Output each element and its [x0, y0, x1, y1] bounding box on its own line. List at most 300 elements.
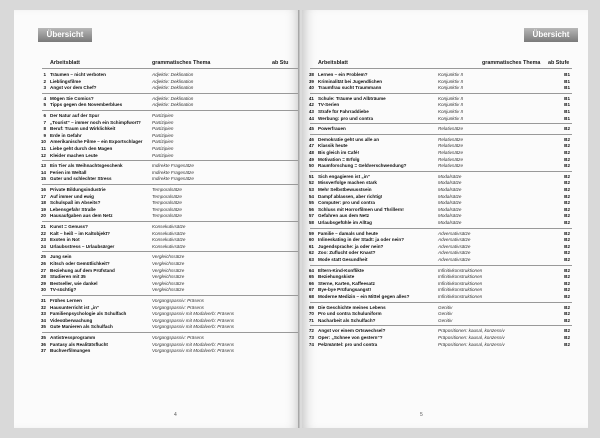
- row-title: Zoo: Zuflucht oder Knast?: [318, 250, 376, 256]
- row-grammar: Modalsätze: [438, 193, 462, 199]
- table-row: [306, 294, 578, 300]
- row-title: Missverfolge machen stark: [318, 180, 377, 186]
- row-level: B2: [564, 150, 570, 155]
- row-title: Lieblingsfilme: [50, 78, 81, 84]
- section-divider: [42, 160, 300, 161]
- overview-tab-right: Übersicht: [524, 28, 578, 42]
- row-title: Familie – damals und heute: [318, 230, 378, 236]
- table-row: [38, 298, 294, 304]
- row-grammar: Infinitivkonstruktionen: [438, 287, 483, 293]
- row-grammar: Temporalsätze: [152, 206, 182, 212]
- table-row: [38, 311, 294, 317]
- row-number: 74: [308, 341, 314, 347]
- row-grammar: Infinitivkonstruktionen: [438, 294, 483, 299]
- row-number: 55: [308, 200, 314, 206]
- header-stufe-right: ab Stufe: [548, 60, 570, 66]
- row-title: Ferien im Weltall: [50, 169, 87, 175]
- row-number: 56: [308, 206, 314, 212]
- row-title: Raumforschung = Geldverschwendung?: [318, 163, 407, 169]
- row-title: Oper: „Schnee von gestern“?: [318, 335, 383, 340]
- header-divider-right: [310, 68, 572, 69]
- row-title: Liebe geht durch den Magen: [50, 146, 113, 151]
- row-title: Sterne, Karten, Kaffeesatz: [318, 280, 375, 286]
- row-grammar: Partizipien: [152, 132, 174, 138]
- row-title: Sich engagieren ist „in“: [318, 173, 371, 179]
- row-title: Pelzmäntel: pro und contra: [318, 341, 378, 347]
- section-divider: [42, 295, 300, 296]
- row-grammar: Adversativsätze: [438, 237, 471, 243]
- row-number: 71: [308, 317, 314, 323]
- table-row: [306, 257, 578, 263]
- row-number: 40: [308, 85, 314, 91]
- row-title: Demokratie geht uns alle an: [318, 136, 380, 142]
- row-title: Schluss mit Horrorfilmen und Thrillern!: [318, 206, 404, 212]
- row-grammar: Präpositionen: kausal, konzessiv: [438, 335, 505, 340]
- table-row: [306, 244, 578, 250]
- row-grammar: Modalsätze: [438, 206, 462, 212]
- row-number: 10: [40, 139, 46, 145]
- table-row: [38, 268, 294, 274]
- row-title: Dampf ablassen, aber richtig!: [318, 193, 383, 199]
- table-row: [38, 133, 294, 139]
- row-title: Erde in Gefahr: [50, 132, 82, 138]
- row-grammar: Relativsätze: [438, 126, 464, 132]
- row-title: Urlaubsstress – Urlaubsärger: [50, 243, 115, 249]
- row-number: 39: [308, 78, 314, 84]
- table-row: [38, 113, 294, 119]
- row-number: 46: [308, 136, 314, 142]
- row-number: 69: [308, 304, 314, 310]
- row-number: 64: [308, 267, 314, 273]
- row-level: B2: [564, 287, 570, 293]
- row-title: Pro und contra Schuluniform: [318, 311, 382, 317]
- row-title: Urlaubsgefühle im Alltag: [318, 220, 372, 225]
- row-number: 29: [40, 280, 46, 286]
- row-grammar: Konjunktiv II: [438, 115, 464, 121]
- row-title: Studieren mit 35: [50, 274, 86, 280]
- row-number: 61: [308, 243, 314, 249]
- row-level: B2: [564, 230, 570, 236]
- row-title: Lebensgefahr Straße: [50, 206, 96, 212]
- table-row: [306, 116, 578, 122]
- table-row: [38, 318, 294, 324]
- row-grammar: Vorgangspassiv mit Modalverb: Präsens: [152, 324, 235, 330]
- row-number: 5: [43, 102, 46, 108]
- row-number: 13: [40, 163, 46, 169]
- row-grammar: Konjunktiv II: [438, 85, 464, 91]
- row-grammar: Infinitivkonstruktionen: [438, 267, 483, 273]
- row-title: Schule: Träume und Albträume: [318, 95, 386, 101]
- row-grammar: Partizipien: [152, 139, 174, 145]
- row-number: 35: [40, 324, 46, 330]
- table-row: [38, 72, 294, 78]
- row-title: Powerfrauen: [318, 126, 346, 132]
- row-grammar: Infinitivkonstruktionen: [438, 274, 483, 280]
- row-level: B2: [564, 341, 570, 347]
- row-grammar: Modalsätze: [438, 213, 462, 219]
- row-grammar: Vergleichssätze: [152, 280, 185, 286]
- table-row: [38, 139, 294, 145]
- row-level: B1: [564, 102, 570, 108]
- row-title: Bis gleich im Café!: [318, 150, 360, 155]
- row-grammar: Genitiv: [438, 304, 453, 310]
- row-title: Mögen Sie Comics?: [50, 95, 94, 101]
- table-row: [38, 120, 294, 126]
- section-divider: [42, 221, 300, 222]
- row-level: B2: [564, 257, 570, 262]
- table-row: [306, 137, 578, 143]
- row-grammar: Relativsätze: [438, 136, 464, 142]
- table-row: [38, 224, 294, 230]
- row-number: 72: [308, 328, 314, 334]
- table-row: [306, 281, 578, 287]
- row-title: Kalt – heiß – im Kaltobjekt?: [50, 230, 110, 236]
- row-number: 34: [40, 317, 46, 323]
- section-divider: [42, 184, 300, 185]
- row-number: 62: [308, 250, 314, 256]
- row-title: Motivation = Erfolg: [318, 156, 360, 162]
- table-row: [306, 207, 578, 213]
- row-number: 54: [308, 193, 314, 199]
- row-title: Exoten in Not: [50, 237, 80, 243]
- row-title: Werbung: pro und contra: [318, 115, 374, 121]
- row-grammar: Vorgangspassiv: Präsens: [152, 298, 204, 303]
- row-title: „Tourist“ – immer noch ein Schimpfwort?: [50, 119, 141, 125]
- table-row: [38, 342, 294, 348]
- row-grammar: Genitiv: [438, 311, 453, 317]
- row-level: B2: [564, 317, 570, 323]
- row-number: 60: [308, 237, 314, 243]
- row-number: 50: [308, 163, 314, 169]
- row-number: 41: [308, 95, 314, 101]
- row-number: 16: [40, 187, 46, 192]
- table-row: [306, 180, 578, 186]
- row-level: B2: [564, 180, 570, 186]
- row-grammar: Präpositionen: kausal, konzessiv: [438, 328, 505, 334]
- table-row: [38, 102, 294, 108]
- row-grammar: Indirekte Fragesätze: [152, 163, 194, 169]
- table-row: [306, 328, 578, 334]
- row-title: Mehr Selbstbewusstsein: [318, 187, 372, 192]
- table-row: [306, 220, 578, 226]
- row-grammar: Modalsätze: [438, 220, 462, 225]
- row-level: B1: [564, 95, 570, 101]
- row-number: 12: [40, 152, 46, 158]
- row-title: Kunst = Genuss?: [50, 224, 88, 229]
- header-divider: [42, 68, 300, 69]
- row-title: TV-Serien: [318, 102, 340, 108]
- row-number: 32: [40, 304, 46, 310]
- row-title: Bestseller, wie dankel: [50, 280, 98, 286]
- row-title: Gefahren aus dem Netz: [318, 213, 370, 219]
- section-divider: [310, 93, 572, 94]
- row-grammar: Vorgangspassiv mit Modalverb: Präsens: [152, 317, 235, 323]
- row-level: B2: [564, 294, 570, 299]
- row-number: 30: [40, 287, 46, 293]
- row-level: B2: [564, 173, 570, 179]
- table-row: [306, 157, 578, 163]
- table-row: [38, 126, 294, 132]
- table-row: [306, 231, 578, 237]
- row-title: Beruf: Traum und Wirklichkeit: [50, 126, 116, 132]
- row-title: Kleider machen Leute: [50, 152, 98, 158]
- row-grammar: Indirekte Fragesätze: [152, 176, 194, 182]
- row-grammar: Partizipien: [152, 126, 174, 132]
- row-number: 58: [308, 220, 314, 225]
- row-grammar: Konsekutivsätze: [152, 230, 186, 236]
- overview-tab-left: Übersicht: [38, 28, 92, 42]
- row-title: Jung sein: [50, 254, 72, 260]
- header-arbeitsblatt-right: Arbeitsblatt: [318, 60, 348, 66]
- row-grammar: Konjunktiv II: [438, 72, 464, 77]
- row-title: Moderne Medizin – ein Mittel gegen alles?: [318, 294, 410, 299]
- row-number: 42: [308, 102, 314, 108]
- table-row: [306, 318, 578, 324]
- row-grammar: Konjunktiv II: [438, 95, 464, 101]
- table-row: [38, 335, 294, 341]
- table-row: [38, 163, 294, 169]
- row-grammar: Konsekutivsätze: [152, 243, 186, 249]
- left-page: [14, 10, 300, 428]
- row-level: B2: [564, 220, 570, 225]
- table-row: [306, 85, 578, 91]
- row-grammar: Partizipien: [152, 152, 174, 158]
- table-row: [38, 207, 294, 213]
- row-number: 22: [40, 230, 46, 236]
- row-number: 45: [308, 126, 314, 132]
- row-number: 28: [40, 274, 46, 280]
- row-level: B2: [564, 280, 570, 286]
- section-divider: [42, 110, 300, 111]
- row-number: 3: [43, 85, 46, 91]
- row-title: Videoüberwachung: [50, 317, 93, 323]
- row-level: B2: [564, 163, 570, 169]
- row-title: Hausunterricht ist „in“: [50, 304, 100, 310]
- row-grammar: Vergleichssätze: [152, 287, 185, 293]
- row-title: Gute Manieren als Schulfach: [50, 324, 113, 330]
- row-grammar: Adversativsätze: [438, 243, 471, 249]
- row-title: Eltern-Kind-Konflikte: [318, 267, 364, 273]
- row-grammar: Vorgangspassiv mit Modalverb: Präsens: [152, 341, 235, 347]
- row-grammar: Konjunktiv II: [438, 78, 464, 84]
- table-row: [306, 126, 578, 132]
- table-row: [38, 244, 294, 250]
- row-grammar: Partizipien: [152, 119, 174, 125]
- row-level: B2: [564, 237, 570, 243]
- row-grammar: Relativsätze: [438, 163, 464, 169]
- row-number: 15: [40, 176, 46, 182]
- row-title: Tipps gegen den Novemberblues: [50, 102, 123, 108]
- row-number: 31: [40, 298, 46, 303]
- row-title: Inlineskating in der Stadt: ja oder nein?: [318, 237, 405, 243]
- row-grammar: Adjektiv: Deklination: [152, 72, 194, 77]
- row-level: B2: [564, 193, 570, 199]
- row-title: Guter und schlechter Stress: [50, 176, 112, 182]
- row-grammar: Modalsätze: [438, 187, 462, 192]
- row-grammar: Vorgangspassiv: Präsens: [152, 304, 204, 310]
- row-grammar: Modalsätze: [438, 180, 462, 186]
- table-row: [38, 281, 294, 287]
- row-number: 6: [43, 113, 46, 118]
- row-grammar: Konsekutivsätze: [152, 237, 186, 243]
- row-level: B2: [564, 311, 570, 317]
- row-number: 9: [43, 132, 46, 138]
- row-grammar: Adversativsätze: [438, 230, 471, 236]
- table-row: [306, 250, 578, 256]
- row-grammar: Adversativsätze: [438, 250, 471, 256]
- table-row: [306, 342, 578, 348]
- row-grammar: Temporalsätze: [152, 193, 182, 199]
- row-grammar: Konsekutivsätze: [152, 224, 186, 229]
- row-grammar: Vorgangspassiv mit Modalverb: Präsens: [152, 311, 235, 317]
- row-level: B2: [564, 136, 570, 142]
- row-title: Angst vor einem Ortswechsel?: [318, 328, 386, 334]
- row-level: B2: [564, 335, 570, 340]
- table-row: [306, 194, 578, 200]
- row-number: 51: [308, 173, 314, 179]
- table-row: [38, 254, 294, 260]
- row-number: 19: [40, 206, 46, 212]
- row-number: 24: [40, 243, 46, 249]
- table-row: [306, 311, 578, 317]
- row-title: Mode statt Gesundheit: [318, 257, 368, 262]
- row-level: B2: [564, 304, 570, 310]
- table-row: [306, 268, 578, 274]
- row-number: 23: [40, 237, 46, 243]
- table-row: [38, 237, 294, 243]
- row-number: 68: [308, 294, 314, 299]
- section-divider: [310, 171, 572, 172]
- row-title: Hausaufgaben aus dem Netz: [50, 213, 113, 219]
- table-row: [38, 274, 294, 280]
- row-title: Angst vor dem Chef?: [50, 85, 97, 91]
- row-number: 4: [43, 95, 46, 101]
- row-grammar: Adversativsätze: [438, 257, 471, 262]
- row-level: B2: [564, 143, 570, 149]
- row-grammar: Konjunktiv II: [438, 109, 464, 114]
- row-number: 11: [41, 146, 46, 151]
- row-grammar: Partizipien: [152, 113, 174, 118]
- row-grammar: Vorgangspassiv: Präsens: [152, 335, 204, 340]
- row-number: 47: [308, 143, 314, 149]
- row-level: B1: [564, 109, 570, 114]
- row-grammar: Temporalsätze: [152, 187, 182, 192]
- row-grammar: Genitiv: [438, 317, 453, 323]
- row-title: Jugendsprache: ja oder nein?: [318, 243, 384, 249]
- row-title: Ein Tier als Weihnachtsgeschenk: [50, 163, 123, 169]
- row-level: B2: [564, 274, 570, 280]
- row-number: 8: [43, 126, 46, 132]
- row-title: Traumfrau sucht Traummann: [318, 85, 382, 91]
- table-row: [38, 200, 294, 206]
- table-row: [38, 153, 294, 159]
- section-divider: [310, 265, 572, 266]
- row-number: 48: [308, 150, 314, 155]
- section-divider: [42, 332, 300, 333]
- open-book: [14, 10, 588, 428]
- table-row: [306, 96, 578, 102]
- row-grammar: Infinitivkonstruktionen: [438, 280, 483, 286]
- section-divider: [310, 134, 572, 135]
- header-stufe: ab Stu: [272, 60, 289, 66]
- row-number: 65: [308, 274, 314, 280]
- row-level: B2: [564, 213, 570, 219]
- row-number: 52: [308, 180, 314, 186]
- table-row: [306, 305, 578, 311]
- row-number: 36: [40, 341, 46, 347]
- table-row: [306, 72, 578, 78]
- row-grammar: Vergleichssätze: [152, 254, 185, 260]
- row-grammar: Vorgangspassiv mit Modalverb: Präsens: [152, 348, 235, 354]
- row-title: Buchverfilmungen: [50, 348, 91, 354]
- row-title: Schulspaß im Abseits?: [50, 200, 101, 206]
- row-level: B2: [564, 267, 570, 273]
- row-level: B1: [564, 85, 570, 91]
- section-divider: [310, 325, 572, 326]
- page-number-left: 4: [174, 412, 177, 418]
- row-title: Amerikanische Filme – ein Exportschlager: [50, 139, 143, 145]
- row-title: Auf immer und ewig: [50, 193, 94, 199]
- row-number: 18: [40, 200, 46, 206]
- row-grammar: Adjektiv: Deklination: [152, 95, 194, 101]
- row-number: 44: [308, 115, 314, 121]
- table-row: [38, 187, 294, 193]
- row-title: Lernen – ein Problem?: [318, 72, 368, 77]
- table-row: [38, 176, 294, 182]
- row-number: 66: [308, 280, 314, 286]
- table-row: [38, 287, 294, 293]
- row-title: Strafe für Fahrraddiebe: [318, 109, 369, 114]
- row-number: 17: [40, 193, 46, 199]
- row-level: B2: [564, 243, 570, 249]
- table-row: [38, 79, 294, 85]
- row-title: Private Bildungsindustrie: [50, 187, 106, 192]
- row-title: Familienpsychologie als Schulfach: [50, 311, 127, 317]
- table-row: [306, 200, 578, 206]
- row-level: B2: [564, 156, 570, 162]
- row-number: 7: [43, 119, 46, 125]
- row-level: B1: [564, 72, 570, 77]
- row-level: B2: [564, 328, 570, 334]
- row-grammar: Relativsätze: [438, 143, 464, 149]
- row-number: 73: [308, 335, 314, 340]
- table-row: [306, 102, 578, 108]
- table-row: [306, 287, 578, 293]
- section-divider: [42, 93, 300, 94]
- row-title: Träumen – nicht verboten: [50, 72, 106, 77]
- row-grammar: Vergleichssätze: [152, 261, 185, 266]
- row-grammar: Partizipien: [152, 146, 174, 151]
- row-number: 1: [43, 72, 46, 77]
- row-title: Beziehungskiste: [318, 274, 355, 280]
- section-divider: [310, 228, 572, 229]
- row-number: 27: [40, 267, 46, 273]
- row-grammar: Temporalsätze: [152, 213, 182, 219]
- row-title: Der Natur auf der Spur: [50, 113, 100, 118]
- section-divider: [310, 123, 572, 124]
- table-row: [306, 274, 578, 280]
- row-level: B2: [564, 126, 570, 132]
- row-grammar: Adjektiv: Deklination: [152, 102, 194, 108]
- table-row: [38, 305, 294, 311]
- row-number: 49: [308, 156, 314, 162]
- row-number: 53: [308, 187, 314, 192]
- row-number: 43: [308, 109, 314, 114]
- row-title: Die Geschichte meines Lebens: [318, 304, 386, 310]
- table-row: [38, 261, 294, 267]
- row-title: Kitsch oder Gemütlichkeit?: [50, 261, 110, 266]
- row-number: 57: [308, 213, 314, 219]
